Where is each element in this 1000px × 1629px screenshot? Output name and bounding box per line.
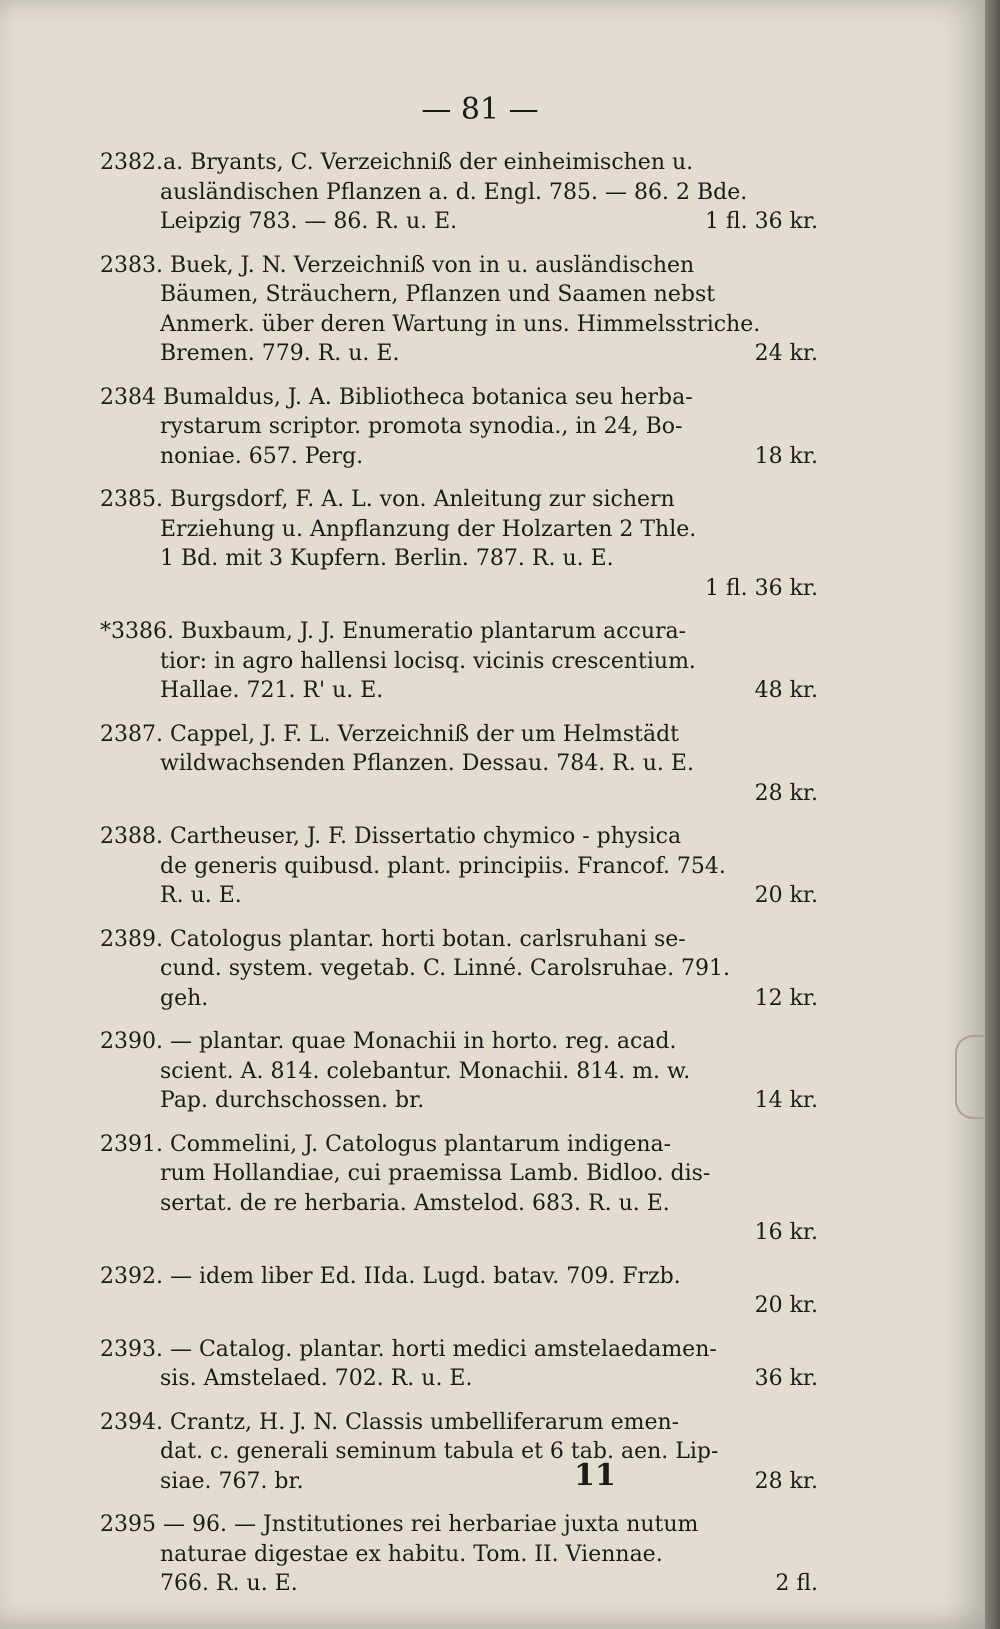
entry-price xyxy=(806,822,818,852)
entry-price xyxy=(806,1540,818,1570)
entry-price xyxy=(806,1437,818,1467)
entry-line xyxy=(100,1189,818,1219)
entry-price xyxy=(806,617,818,647)
entry-line xyxy=(100,1364,818,1394)
entry-line xyxy=(100,1130,818,1160)
entry-text: 2393. — Catalog. plantar. horti medici amstelaedamen- xyxy=(100,1336,717,1362)
entry-text: dat. c. generali seminum tabula et 6 tab. aen. Lip- xyxy=(160,1439,719,1464)
entry-line xyxy=(100,617,818,647)
entry-text: 2385. Burgsdorf, F. A. L. von. Anleitung zur sichern xyxy=(100,487,675,512)
entry-price: 12 kr. xyxy=(754,985,818,1011)
entry-price: 1 fl. 36 kr. xyxy=(704,575,818,601)
entry-price: 28 kr. xyxy=(754,1468,818,1494)
entry-text: scient. A. 814. colebantur. Monachii. 814. m. w. xyxy=(160,1058,691,1084)
entry-line xyxy=(100,822,818,852)
entry-text: tior: in agro hallensi locisq. vicinis crescentium. xyxy=(160,648,696,674)
entry-price xyxy=(806,720,818,750)
catalog-entry xyxy=(100,822,818,911)
entry-line xyxy=(100,1262,818,1292)
entry-text: wildwachsenden Pflanzen. Dessau. 784. R. u. E. xyxy=(160,751,694,776)
catalog-entry xyxy=(100,485,818,603)
entry-text: 2387. Cappel, J. F. L. Verzeichniß der um Helmstädt xyxy=(100,721,679,747)
entry-line xyxy=(100,383,818,413)
entry-line xyxy=(100,339,818,369)
entry-text: rystarum scriptor. promota synodia., in 24, Bo- xyxy=(160,414,683,439)
entry-price xyxy=(806,383,818,413)
entry-line xyxy=(100,881,818,911)
entry-price: 36 kr. xyxy=(754,1366,818,1391)
entry-text: noniae. 657. Perg. xyxy=(160,443,364,469)
entry-text: 2383. Buek, J. N. Verzeichniß von in u. ausländischen xyxy=(100,252,695,278)
entry-price xyxy=(806,852,818,882)
entry-line xyxy=(100,178,818,208)
entry-price xyxy=(806,1335,818,1365)
entry-text: 2394. Crantz, H. J. N. Classis umbelliferarum emen- xyxy=(100,1409,680,1435)
page-edge xyxy=(985,0,1000,1629)
entry-line xyxy=(100,647,818,677)
entry-line xyxy=(100,1437,818,1467)
entry-price xyxy=(806,1262,818,1292)
entry-price xyxy=(806,412,818,442)
entry-text: Bäumen, Sträuchern, Pflanzen und Saamen nebst xyxy=(160,282,716,307)
entry-price xyxy=(806,178,818,208)
catalog-entry xyxy=(100,148,818,237)
entry-line xyxy=(100,749,818,779)
entry-line xyxy=(100,1408,818,1438)
entry-price: 18 kr. xyxy=(754,443,818,469)
entry-text: siae. 767. br. xyxy=(160,1468,304,1494)
catalog-entry xyxy=(100,1027,818,1116)
entry-line xyxy=(100,1086,818,1116)
entry-price: 2 fl. xyxy=(775,1571,818,1596)
entry-text: Leipzig 783. — 86. R. u. E. xyxy=(160,209,458,234)
entry-price xyxy=(806,1159,818,1189)
entry-price xyxy=(806,280,818,310)
entry-text: 2388. Cartheuser, J. F. Dissertatio chymico - physica xyxy=(100,824,682,849)
entry-text: 2389. Catologus plantar. horti botan. carlsruhani se- xyxy=(100,926,686,952)
catalog-entries xyxy=(100,148,818,1613)
entry-price xyxy=(806,647,818,677)
entry-price xyxy=(806,1057,818,1087)
catalog-entry xyxy=(100,251,818,369)
entry-text xyxy=(160,779,743,809)
entry-text: 2390. — plantar. quae Monachii in horto. reg. acad. xyxy=(100,1029,677,1054)
entry-price xyxy=(806,148,818,178)
entry-price: 16 kr. xyxy=(754,1220,818,1245)
entry-line xyxy=(100,1540,818,1570)
entry-text: naturae digestae ex habitu. Tom. II. Viennae. xyxy=(160,1541,663,1567)
entry-line xyxy=(100,1159,818,1189)
entry-line xyxy=(100,1569,818,1599)
catalog-entry xyxy=(100,383,818,472)
entry-line xyxy=(100,310,818,340)
book-clasp-mark xyxy=(955,1035,987,1119)
entry-text: de generis quibusd. plant. principiis. Francof. 754. xyxy=(160,853,726,879)
entry-text: 2395 — 96. — Jnstitutiones rei herbariae juxta nutum xyxy=(100,1512,699,1537)
entry-text: Bremen. 779. R. u. E. xyxy=(160,341,400,366)
entry-line xyxy=(100,1335,818,1365)
catalog-entry xyxy=(100,1335,818,1394)
catalog-entry xyxy=(100,1510,818,1599)
entry-price xyxy=(806,515,818,545)
entry-text xyxy=(160,1291,743,1321)
entry-line xyxy=(100,280,818,310)
entry-line xyxy=(100,984,818,1014)
entry-text: sertat. de re herbaria. Amstelod. 683. R. u. E. xyxy=(160,1190,670,1216)
entry-line xyxy=(100,1218,818,1248)
entry-line xyxy=(100,574,818,604)
entry-price: 48 kr. xyxy=(754,678,818,703)
entry-text: 2392. — idem liber Ed. IIda. Lugd. batav. 709. Frzb. xyxy=(100,1263,681,1289)
entry-text: cund. system. vegetab. C. Linné. Carolsruhae. 791. xyxy=(160,956,731,981)
entry-line xyxy=(100,1027,818,1057)
entry-line xyxy=(100,1291,818,1321)
entry-text: sis. Amstelaed. 702. R. u. E. xyxy=(160,1366,473,1391)
entry-price xyxy=(806,1510,818,1540)
entry-text: R. u. E. xyxy=(160,883,242,908)
entry-price xyxy=(806,310,818,340)
entry-text: 2382.a. Bryants, C. Verzeichniß der einheimischen u. xyxy=(100,150,694,175)
entry-price xyxy=(806,925,818,955)
entry-text: Pap. durchschossen. br. xyxy=(160,1088,425,1113)
entry-line xyxy=(100,852,818,882)
catalog-entry xyxy=(100,617,818,706)
entry-price: 20 kr. xyxy=(754,1293,818,1318)
entry-text: *3386. Buxbaum, J. J. Enumeratio plantarum accura- xyxy=(100,619,687,644)
entry-line xyxy=(100,1510,818,1540)
entry-line xyxy=(100,676,818,706)
entry-line xyxy=(100,485,818,515)
catalog-entry xyxy=(100,1408,818,1497)
entry-price xyxy=(806,544,818,574)
entry-price xyxy=(806,1189,818,1219)
entry-line xyxy=(100,515,818,545)
entry-text xyxy=(160,574,693,604)
catalog-entry xyxy=(100,1130,818,1248)
entry-line xyxy=(100,925,818,955)
entry-price: 14 kr. xyxy=(754,1088,818,1113)
entry-text: rum Hollandiae, cui praemissa Lamb. Bidloo. dis- xyxy=(160,1161,711,1186)
entry-line xyxy=(100,148,818,178)
entry-text: 2384 Bumaldus, J. A. Bibliotheca botanica seu herba- xyxy=(100,384,693,410)
entry-line xyxy=(100,544,818,574)
entry-price xyxy=(806,485,818,515)
entry-price xyxy=(806,251,818,281)
signature-mark: 11 xyxy=(574,1458,616,1493)
entry-line xyxy=(100,779,818,809)
page-number: — 81 — xyxy=(421,92,539,127)
entry-line xyxy=(100,412,818,442)
entry-price: 1 fl. 36 kr. xyxy=(704,209,818,234)
entry-price xyxy=(806,1027,818,1057)
entry-text: 1 Bd. mit 3 Kupfern. Berlin. 787. R. u. E. xyxy=(160,546,614,571)
entry-line xyxy=(100,954,818,984)
catalog-entry xyxy=(100,925,818,1014)
entry-text: 2391. Commelini, J. Catologus plantarum indigena- xyxy=(100,1131,672,1157)
entry-text: Hallae. 721. R' u. E. xyxy=(160,678,384,703)
entry-line xyxy=(100,1467,818,1497)
entry-line xyxy=(100,251,818,281)
entry-text: ausländischen Pflanzen a. d. Engl. 785. — 86. 2 Bde. xyxy=(160,179,748,205)
entry-text: Erziehung u. Anpflanzung der Holzarten 2 Thle. xyxy=(160,516,697,542)
page-header xyxy=(380,92,580,132)
entry-price xyxy=(806,1408,818,1438)
entry-text: geh. xyxy=(160,985,209,1011)
entry-price xyxy=(806,954,818,984)
entry-text: 766. R. u. E. xyxy=(160,1571,298,1596)
entry-line xyxy=(100,442,818,472)
entry-text xyxy=(160,1218,743,1248)
entry-line xyxy=(100,207,818,237)
entry-price: 20 kr. xyxy=(754,883,818,908)
entry-price xyxy=(806,1130,818,1160)
entry-line xyxy=(100,1057,818,1087)
catalog-entry xyxy=(100,1262,818,1321)
entry-text: Anmerk. über deren Wartung in uns. Himmelsstriche. xyxy=(160,311,761,337)
catalog-entry xyxy=(100,720,818,809)
entry-price: 28 kr. xyxy=(754,780,818,806)
entry-line xyxy=(100,720,818,750)
entry-price: 24 kr. xyxy=(754,341,818,366)
entry-price xyxy=(806,749,818,779)
